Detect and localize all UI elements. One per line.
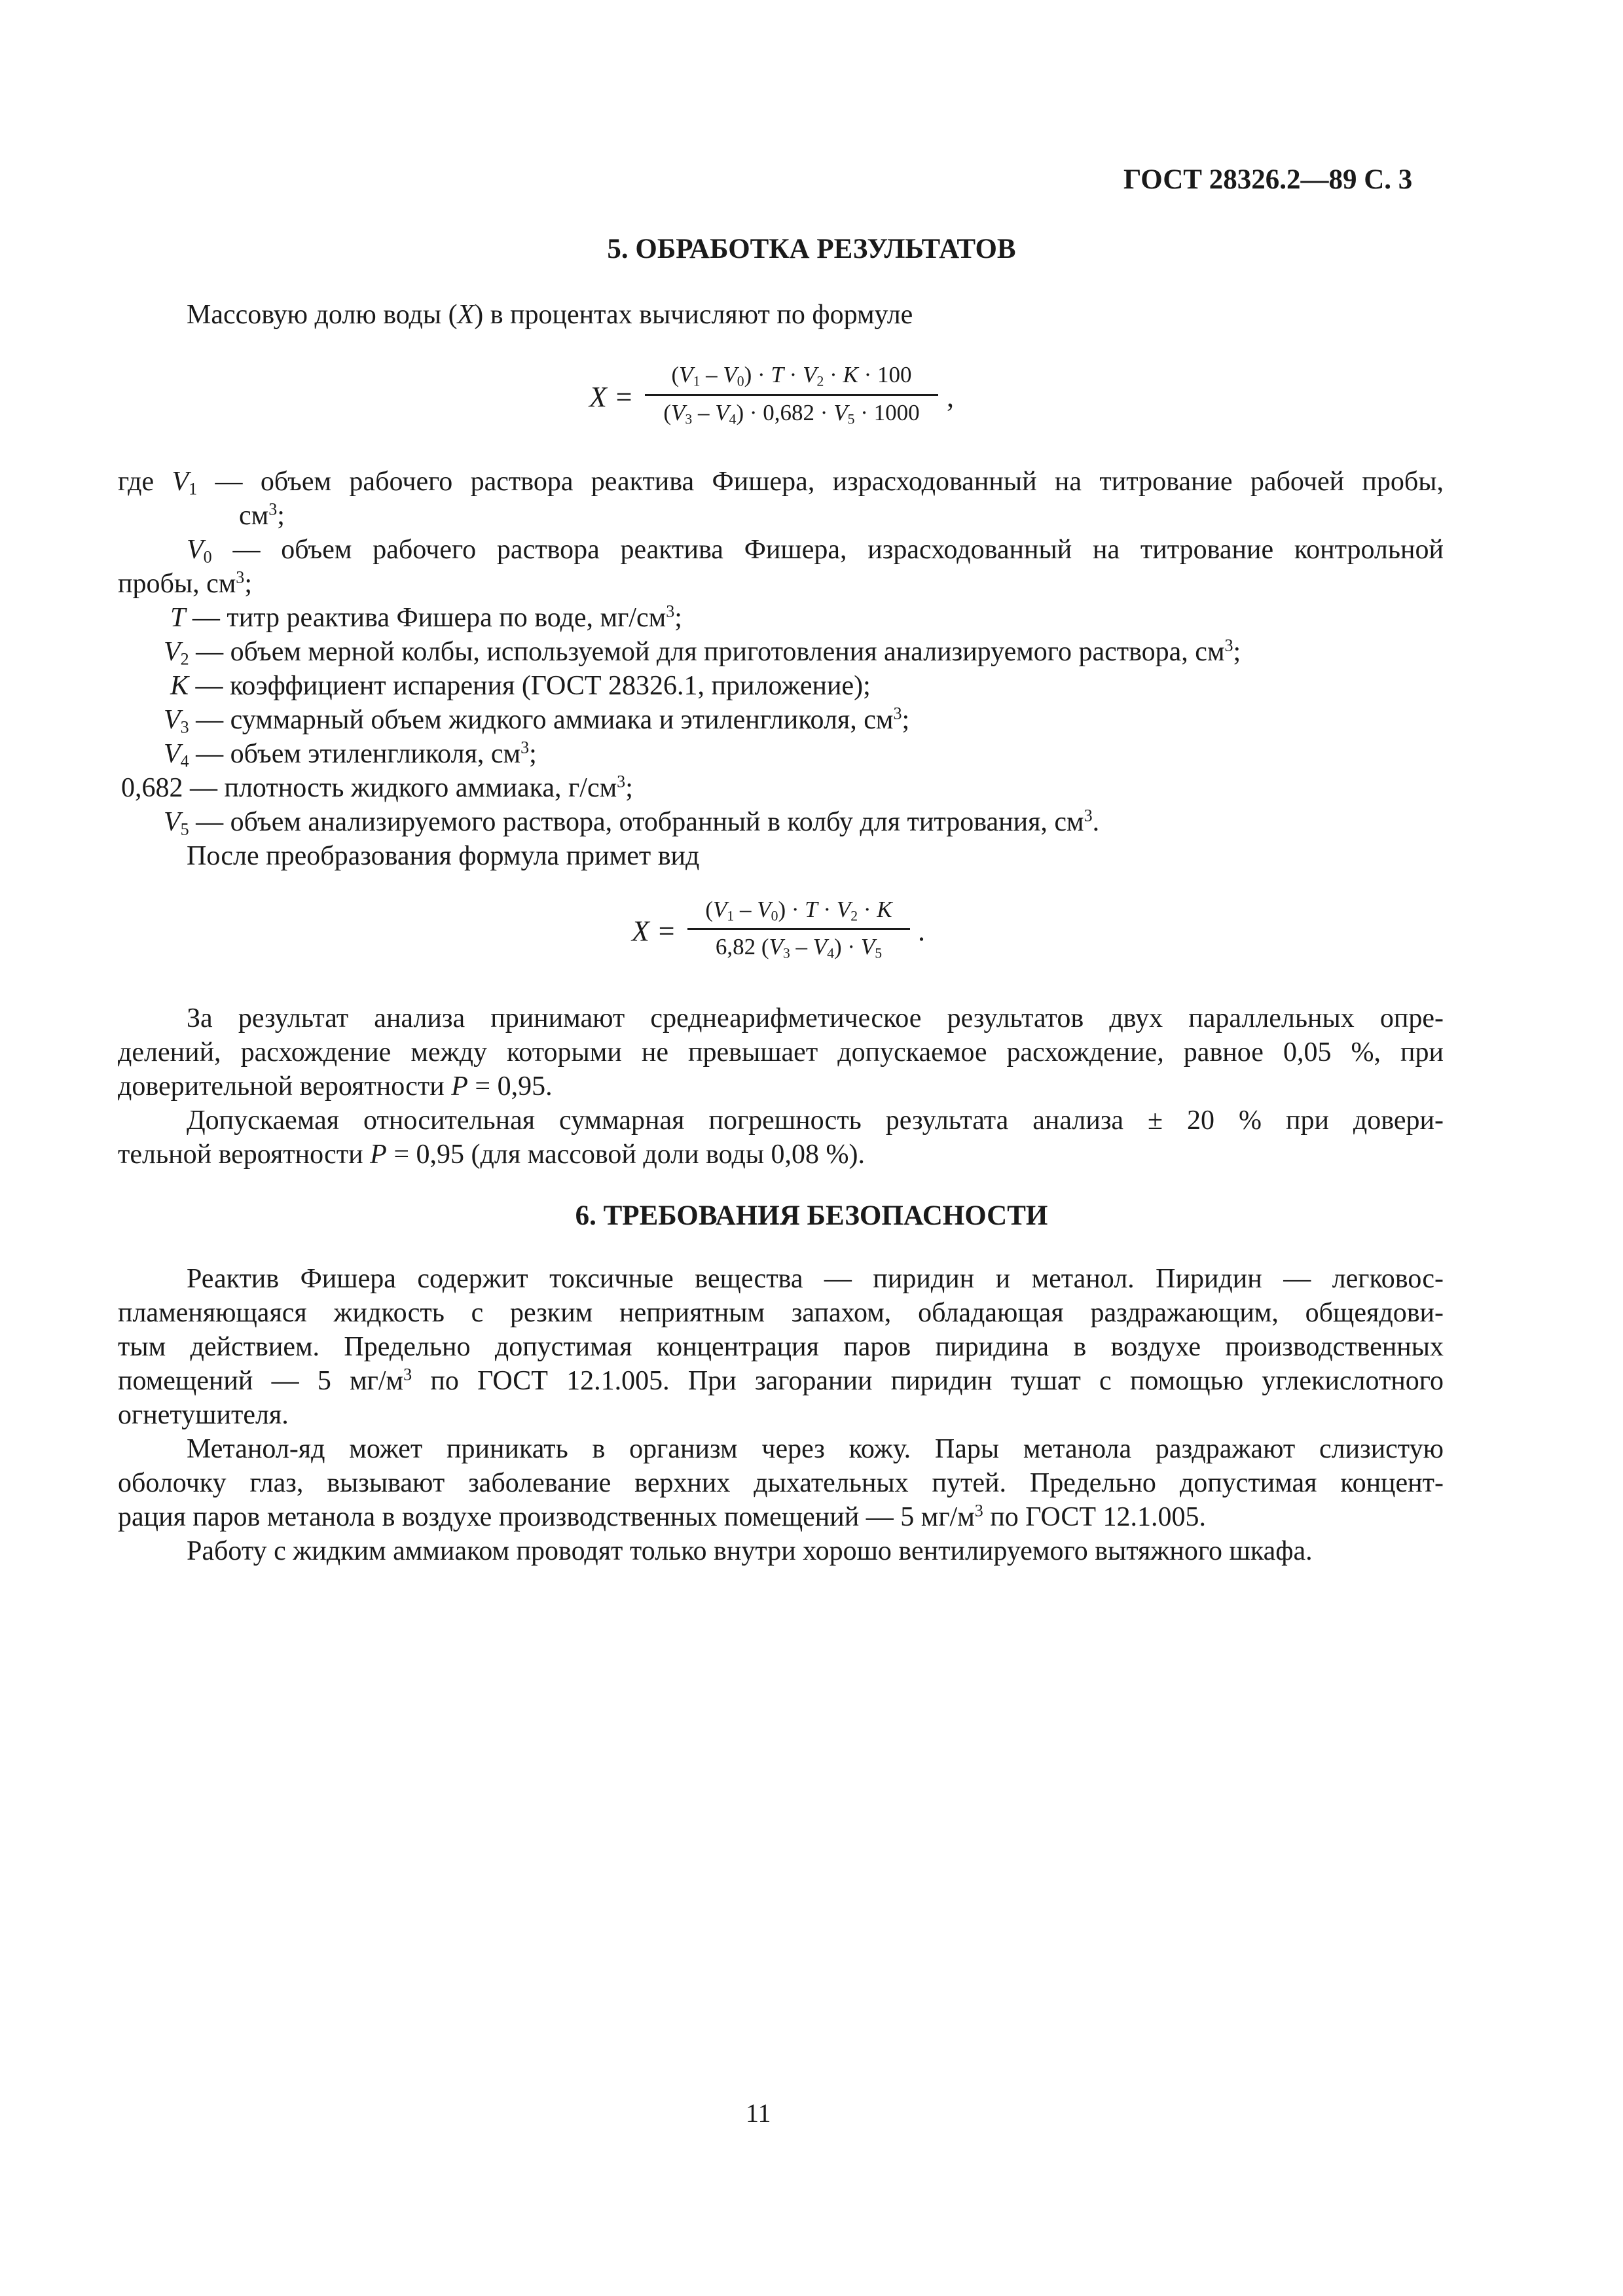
after-transform-line: После преобразования формула примет вид	[187, 841, 700, 871]
formula-2-tail: .	[918, 915, 925, 947]
formula-2-denominator: 6,82 $(V_3 - V_4) \cdot V_5$	[715, 934, 883, 961]
formula-2-fraction-bar	[687, 928, 910, 930]
formula-1-fraction-bar	[645, 394, 938, 396]
safety-p1-line-1: Реактив Фишера содержит токсичные вещества — пиридин и метанол. Пиридин — легковос-	[187, 1264, 1444, 1294]
formula-1-lhs: X =	[589, 381, 634, 413]
definition-v5: $V_5$ — объем анализируемого раствора, отобранный в колбу для титрования, $см^3$.	[164, 806, 1100, 839]
safety-p2-line-3: рация паров метанола в воздухе производственных помещений — 5 $мг/м^3$ по ГОСТ 12.1.005.	[118, 1501, 1207, 1532]
safety-p1-line-4: помещений — 5 $мг/м^3$ по ГОСТ 12.1.005. При загорании пиридин тушат с помощью углекислотного	[118, 1365, 1444, 1396]
safety-p2-line-1: Метанол-яд может приникать в организм через кожу. Пары метанола раздражают слизистую	[187, 1434, 1444, 1464]
formula-1-denominator: $(V_3 - V_4) \cdot 0,682 \cdot V_5 \cdot 1000$	[663, 400, 920, 427]
definition-k: K — коэффициент испарения (ГОСТ 28326.1, приложение);	[170, 671, 871, 701]
section-5-title: 5. ОБРАБОТКА РЕЗУЛЬТАТОВ	[607, 234, 1016, 264]
section-6-title: 6. ТРЕБОВАНИЯ БЕЗОПАСНОСТИ	[575, 1200, 1048, 1231]
page-number: 11	[746, 2098, 771, 2128]
definition-v3: $V_3$ — суммарный объем жидкого аммиака и этиленгликоля, $см^3$;	[164, 704, 910, 737]
error-line-2: тельной вероятности P = 0,95 (для массовой доли воды 0,08 %).	[118, 1139, 866, 1170]
error-line-1: Допускаемая относительная суммарная погрешность результата анализа ± 20 % при довери-	[187, 1105, 1444, 1136]
definition-v0-cont: пробы, $см^3$;	[118, 567, 252, 599]
definition-density: 0,682 — плотность жидкого аммиака, $г/см^3$;	[121, 772, 633, 803]
formula-2-lhs: X =	[632, 915, 676, 947]
safety-p2-line-2: оболочку глаз, вызывают заболевание верхних дыхательных путей. Предельно допустимая концент-	[118, 1468, 1444, 1498]
formula-2-numerator: $(V_1 - V_0) \cdot T \cdot V_2 \cdot K$	[705, 897, 892, 924]
definition-v1: где $V_1$ — объем рабочего раствора реактива Фишера, израсходованный на титрование рабочей пробы,	[118, 467, 1444, 499]
result-line-2: делений, расхождение между которыми не превышает допускаемое расхождение, равное 0,05 %, при	[118, 1037, 1444, 1067]
formula-1-tail: ,	[947, 381, 954, 413]
safety-p1-line-3: тым действием. Предельно допустимая концентрация паров пиридина в воздухе производственных	[118, 1332, 1444, 1362]
definition-v1-cont: $см^3$;	[239, 499, 285, 531]
definition-v4: $V_4$ — объем этиленгликоля, $см^3$;	[164, 738, 537, 771]
formula-1-numerator: $(V_1 - V_0) \cdot T \cdot V_2 \cdot K \cdot 100$	[671, 362, 912, 389]
definition-t: T — титр реактива Фишера по воде, $мг/см^3$;	[170, 601, 682, 633]
safety-paragraph-3: Работу с жидким аммиаком проводят только внутри хорошо вентилируемого вытяжного шкафа.	[187, 1536, 1313, 1566]
safety-p1-line-2: пламеняющаяся жидкость с резким неприятным запахом, обладающая раздражающим, общеядови-	[118, 1298, 1444, 1328]
definition-v2: $V_2$ — объем мерной колбы, используемой для приготовления анализируемого раствора, $см^3$;	[164, 636, 1241, 669]
intro-line: Массовую долю воды (X) в процентах вычисляют по формуле	[187, 300, 913, 330]
result-line-1: За результат анализа принимают среднеарифметическое результатов двух параллельных опре-	[187, 1003, 1444, 1033]
result-line-3: доверительной вероятности P = 0,95.	[118, 1071, 553, 1102]
document-header: ГОСТ 28326.2—89 С. 3	[1123, 164, 1413, 195]
definition-v0: $V_0$ — объем рабочего раствора реактива Фишера, израсходованный на титрование контрольной	[187, 535, 1444, 567]
safety-p1-line-5: огнетушителя.	[118, 1400, 289, 1430]
